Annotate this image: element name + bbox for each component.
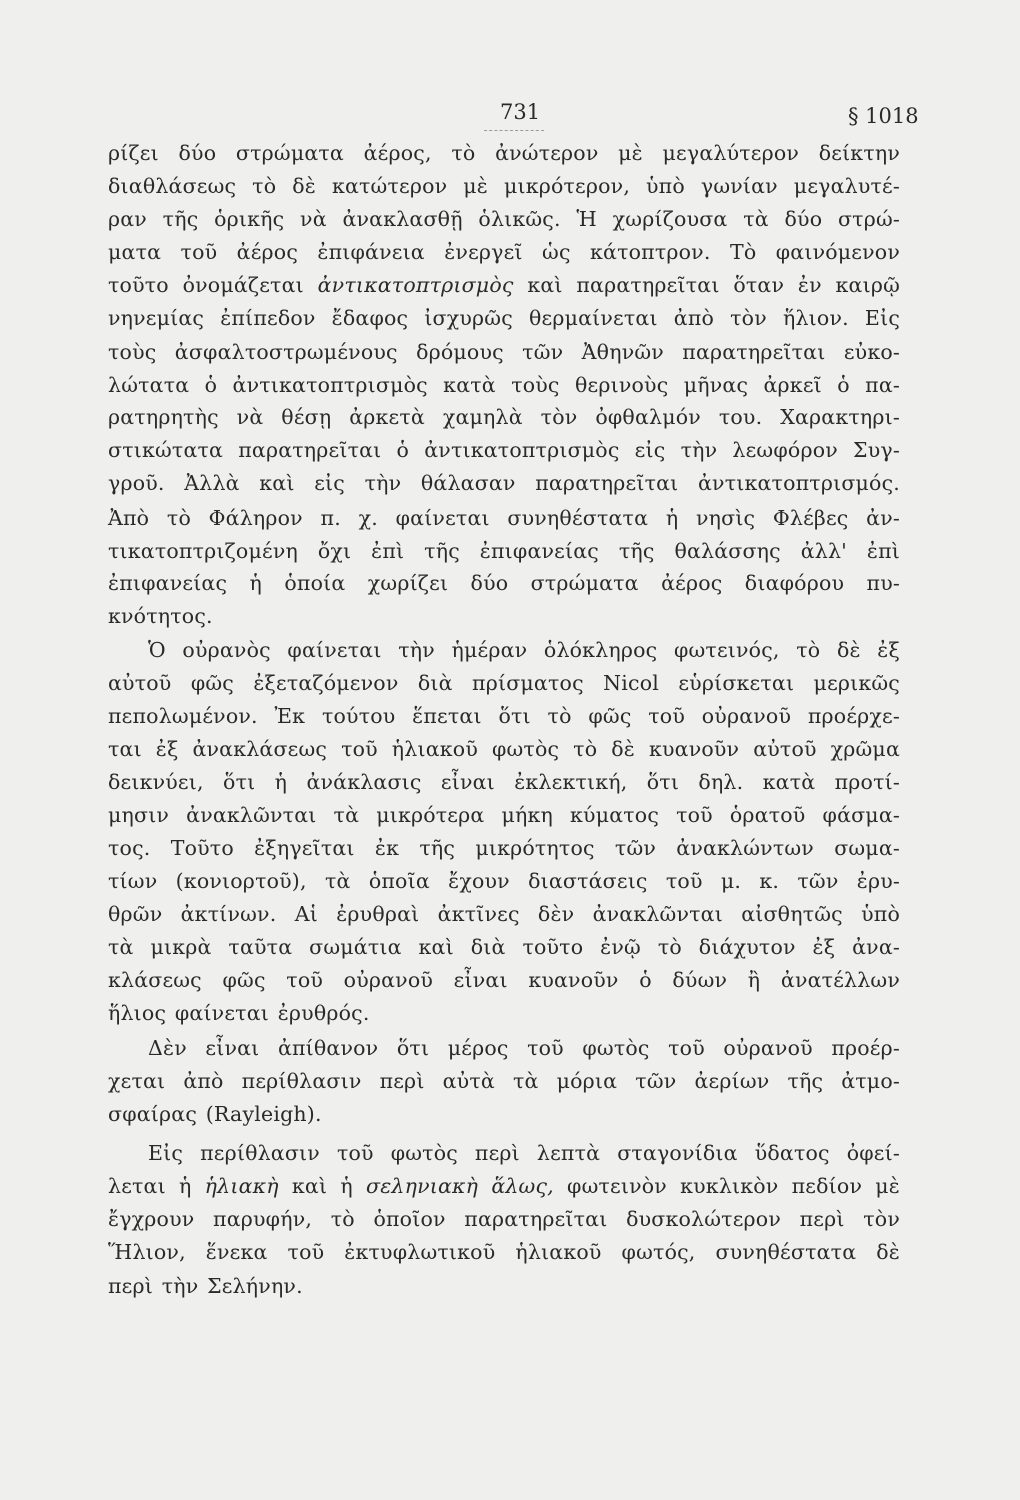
text-line: τίων (κονιορτοῦ), τὰ ὁποῖα ἔχουν διαστάσεις τοῦ μ. κ. τῶν ἐρυ-	[108, 869, 900, 893]
section-number: § 1018	[848, 104, 919, 128]
text-line: διαθλάσεως τὸ δὲ κατώτερον μὲ μικρότερον, ὑπὸ γωνίαν μεγαλυτέ-	[108, 174, 900, 198]
text-segment: καὶ ἡ	[278, 1174, 367, 1198]
text-line: ται ἐξ ἀνακλάσεως τοῦ ἡλιακοῦ φωτὸς τὸ δὲ κυανοῦν αὐτοῦ χρῶμα	[108, 737, 900, 761]
text-line: ἐπιφανείας ἡ ὁποία χωρίζει δύο στρώματα ἀέρος διαφόρου πυ-	[108, 571, 900, 595]
text-segment: καὶ παρατηρεῖται ὅταν ἐν καιρῷ	[513, 273, 900, 297]
text-line: ραν τῆς ὁρικῆς νὰ ἀνακλασθῇ ὁλικῶς. Ἡ χωρίζουσα τὰ δύο στρώ-	[108, 207, 900, 231]
text-line: ρατηρητὴς νὰ θέσῃ ἀρκετὰ χαμηλὰ τὸν ὀφθαλμόν του. Χαρακτηρι-	[108, 405, 900, 429]
page-number: 731	[500, 100, 541, 124]
text-line	[108, 1173, 900, 1199]
text-line: κνότητος.	[108, 604, 213, 628]
text-segment: λεται ἡ	[108, 1174, 205, 1198]
text-segment: τοῦτο ὀνομάζεται	[108, 273, 318, 297]
text-line: Ἥλιον, ἕνεκα τοῦ ἐκτυφλωτικοῦ ἡλιακοῦ φωτός, συνηθέστατα δὲ	[108, 1240, 900, 1264]
text-line: δεικνύει, ὅτι ἡ ἀνάκλασις εἶναι ἐκλεκτική, ὅτι δηλ. κατὰ προτί-	[108, 770, 900, 794]
text-line	[108, 272, 900, 298]
text-line: θρῶν ἀκτίνων. Αἱ ἐρυθραὶ ἀκτῖνες δὲν ἀνακλῶνται αἰσθητῶς ὑπὸ	[108, 902, 900, 926]
text-line: τὰ μικρὰ ταῦτα σωμάτια καὶ διὰ τοῦτο ἐνῷ τὸ διάχυτον ἐξ ἀνα-	[108, 935, 900, 959]
text-line: ρίζει δύο στρώματα ἀέρος, τὸ ἀνώτερον μὲ μεγαλύτερον δείκτην	[108, 141, 900, 165]
page-number-rule	[484, 130, 544, 131]
text-line: στικώτατα παρατηρεῖται ὁ ἀντικατοπτρισμὸς εἰς τὴν λεωφόρον Συγ-	[108, 438, 900, 462]
text-line: Δὲν εἶναι ἀπίθανον ὅτι μέρος τοῦ φωτὸς τοῦ οὐρανοῦ προέρ-	[148, 1036, 900, 1060]
text-line: νηνεμίας ἐπίπεδον ἔδαφος ἰσχυρῶς θερμαίνεται ἀπὸ τὸν ἥλιον. Εἰς	[108, 306, 900, 330]
text-line: Εἰς περίθλασιν τοῦ φωτὸς περὶ λεπτὰ σταγονίδια ὕδατος ὀφεί-	[148, 1141, 900, 1165]
italic-term: ἀντικατοπτρισμὸς	[317, 273, 514, 297]
text-segment: φωτεινὸν κυκλικὸν πεδίον μὲ	[553, 1174, 900, 1198]
italic-term: ἡλιακὴ	[204, 1174, 279, 1198]
text-line: τοὺς ἀσφαλτοστρωμένους δρόμους τῶν Ἀθηνῶν παρατηρεῖται εὐκο-	[108, 340, 900, 364]
text-line: περὶ τὴν Σελήνην.	[108, 1274, 303, 1298]
text-line: χεται ἀπὸ περίθλασιν περὶ αὐτὰ τὰ μόρια τῶν ἀερίων τῆς ἀτμο-	[108, 1069, 900, 1093]
text-line: ἔγχρουν παρυφήν, τὸ ὁποῖον παρατηρεῖται δυσκολώτερον περὶ τὸν	[108, 1207, 900, 1231]
text-line: τικατοπτριζομένη ὄχι ἐπὶ τῆς ἐπιφανείας τῆς θαλάσσης ἀλλ' ἐπὶ	[108, 539, 900, 563]
text-line: αὐτοῦ φῶς ἐξεταζόμενον διὰ πρίσματος Nicol εὑρίσκεται μερικῶς	[108, 671, 900, 695]
text-line: τος. Τοῦτο ἐξηγεῖται ἐκ τῆς μικρότητος τῶν ἀνακλώντων σωμα-	[108, 836, 900, 860]
text-line: σφαίρας (Rayleigh).	[108, 1102, 322, 1126]
text-line: Ὁ οὐρανὸς φαίνεται τὴν ἡμέραν ὁλόκληρος φωτεινός, τὸ δὲ ἐξ	[148, 638, 900, 662]
text-line: μησιν ἀνακλῶνται τὰ μικρότερα μήκη κύματος τοῦ ὁρατοῦ φάσμα-	[108, 803, 900, 827]
text-line: γροῦ. Ἀλλὰ καὶ εἰς τὴν θάλασαν παρατηρεῖται ἀντικατοπτρισμός.	[108, 471, 900, 495]
text-line: ἥλιος φαίνεται ἐρυθρός.	[108, 1001, 370, 1025]
text-line: ματα τοῦ ἀέρος ἐπιφάνεια ἐνεργεῖ ὡς κάτοπτρον. Τὸ φαινόμενον	[108, 240, 900, 264]
text-line: πεπολωμένον. Ἐκ τούτου ἕπεται ὅτι τὸ φῶς τοῦ οὐρανοῦ προέρχε-	[108, 704, 900, 728]
italic-term: σεληνιακὴ ἅλως,	[366, 1174, 554, 1198]
text-line: κλάσεως φῶς τοῦ οὐρανοῦ εἶναι κυανοῦν ὁ δύων ἢ ἀνατέλλων	[108, 968, 900, 992]
text-line: λώτατα ὁ ἀντικατοπτρισμὸς κατὰ τοὺς θερινοὺς μῆνας ἀρκεῖ ὁ πα-	[108, 373, 900, 397]
text-line: Ἀπὸ τὸ Φάληρον π. χ. φαίνεται συνηθέστατα ἡ νησὶς Φλέβες ἀν-	[108, 506, 900, 530]
